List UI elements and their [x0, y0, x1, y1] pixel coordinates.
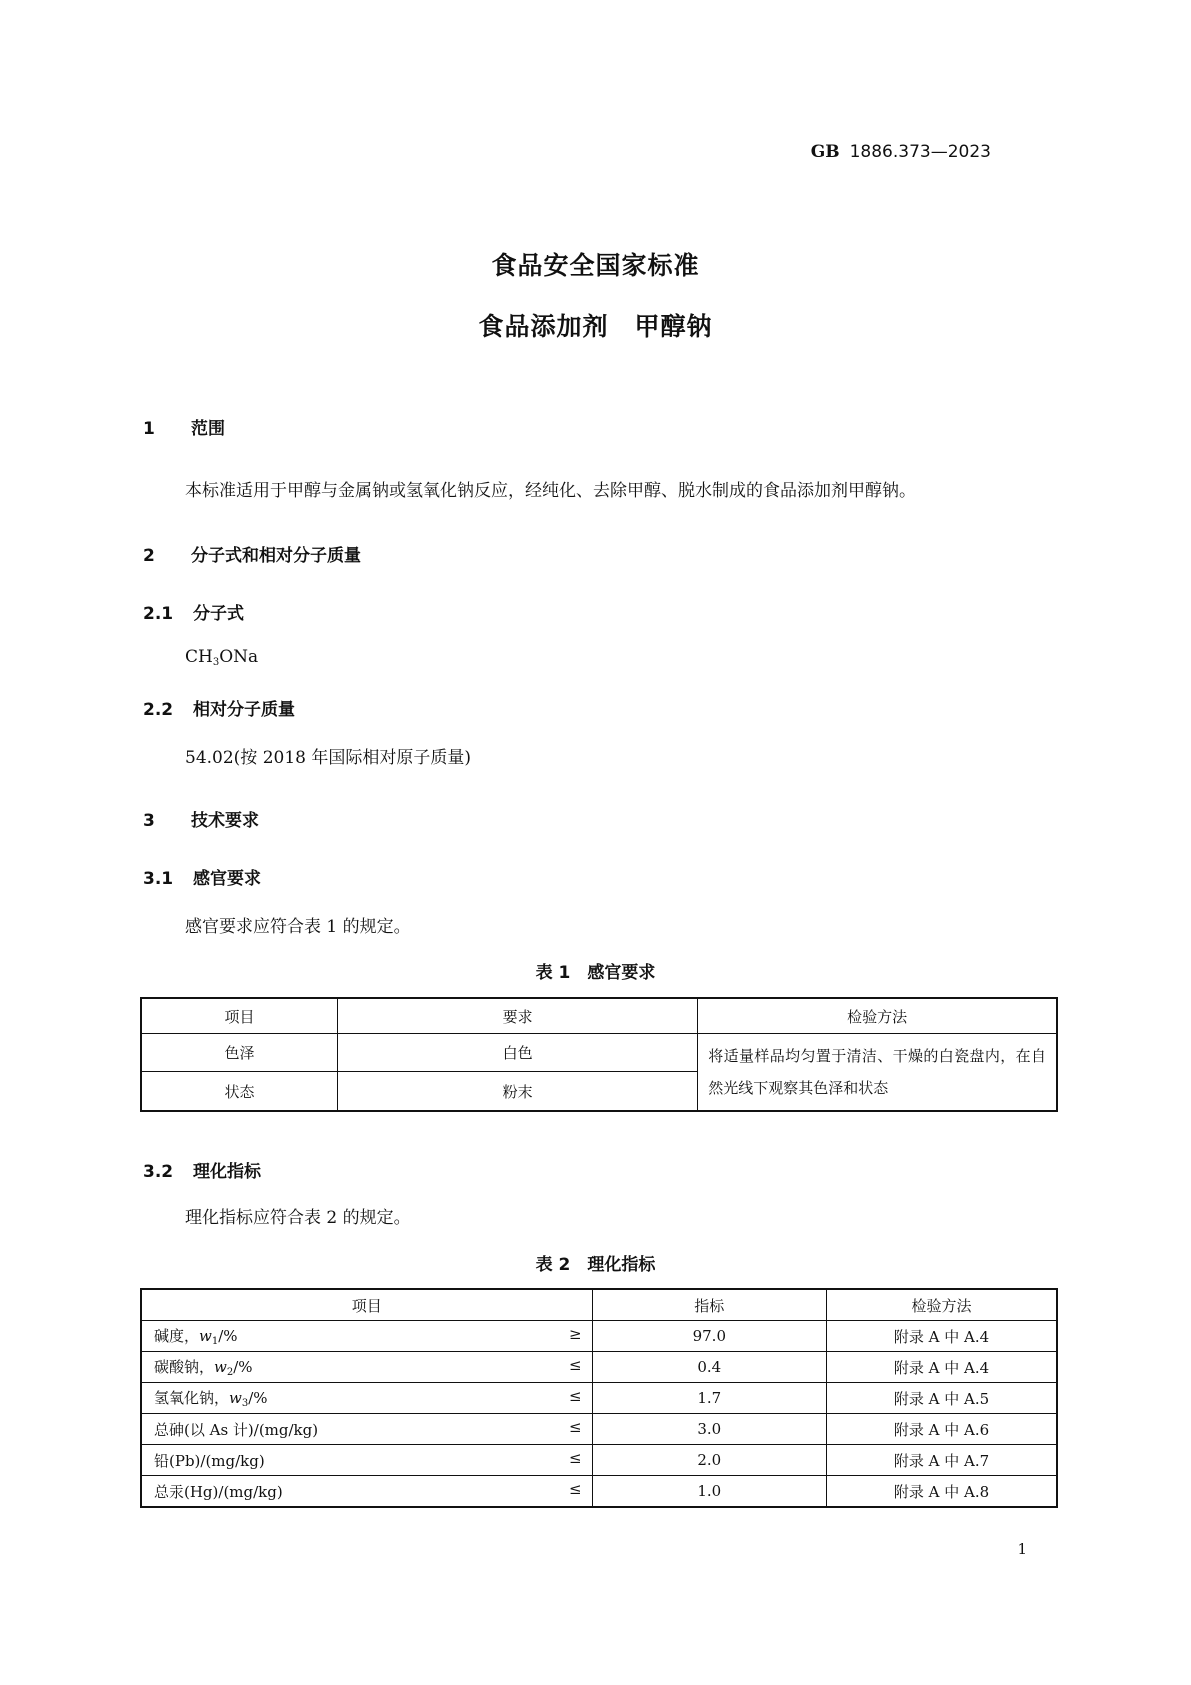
table-row: [141, 1321, 1057, 1352]
standard-number: 1886.373—2023: [849, 142, 991, 162]
table-row: [141, 1445, 1057, 1476]
section-title: 理化指标: [193, 1162, 261, 1182]
section-number: 3.1: [143, 869, 174, 889]
section-3-1-heading: [143, 864, 261, 889]
physicochemical-table: [140, 1288, 1058, 1508]
method-cell: 附录 A 中 A.5: [827, 1383, 1057, 1414]
section-2-1-heading: [143, 599, 244, 624]
sensory-intro-text: 感官要求应符合表 1 的规定。: [185, 917, 411, 937]
value-cell: 1.7: [592, 1383, 826, 1414]
comparison-operator: ≤: [569, 1449, 582, 1467]
document-title: 食品安全国家标准: [491, 251, 700, 280]
section-title: 分子式: [193, 604, 244, 624]
table-row: [141, 1352, 1057, 1383]
table-row: [141, 1034, 1057, 1072]
method-cell: 附录 A 中 A.8: [827, 1476, 1057, 1508]
value-cell: 97.0: [592, 1321, 826, 1352]
item-cell: 铅(Pb)/(mg/kg) ≤: [141, 1445, 592, 1476]
section-2-heading: [143, 541, 361, 566]
item-cell: 总汞(Hg)/(mg/kg) ≤: [141, 1476, 592, 1508]
item-cell: 色泽: [141, 1034, 338, 1072]
molecular-formula: $CH_3ONa$: [185, 647, 259, 668]
standard-prefix: GB: [810, 142, 840, 162]
column-header: 要求: [338, 998, 698, 1034]
section-title: 感官要求: [193, 869, 261, 889]
section-number: 3: [143, 811, 155, 831]
section-number: 2.1: [143, 604, 174, 624]
value-cell: 1.0: [592, 1476, 826, 1508]
value-cell: 0.4: [592, 1352, 826, 1383]
scope-text: 本标准适用于甲醇与金属钠或氢氧化钠反应，经纯化、去除甲醇、脱水制成的食品添加剂甲醇钠。: [185, 481, 916, 501]
comparison-operator: ≤: [569, 1387, 582, 1405]
item-cell: 碱度，$w_1/\%$ ≥: [141, 1321, 592, 1352]
column-header: 检验方法: [827, 1289, 1057, 1321]
section-title: 范围: [191, 419, 225, 439]
comparison-operator: ≤: [569, 1356, 582, 1374]
table-header-row: [141, 998, 1057, 1034]
column-header: 项目: [141, 1289, 592, 1321]
item-cell: 状态: [141, 1072, 338, 1111]
section-number: 3.2: [143, 1162, 174, 1182]
table-row: [141, 1476, 1057, 1508]
comparison-operator: ≤: [569, 1480, 582, 1498]
standard-code: [811, 142, 991, 162]
molecular-mass-text: 54.02(按 2018 年国际相对原子质量): [185, 748, 472, 768]
method-cell: 附录 A 中 A.7: [827, 1445, 1057, 1476]
sensory-requirements-table: [140, 997, 1058, 1112]
section-number: 2.2: [143, 700, 174, 720]
section-title: 技术要求: [191, 811, 259, 831]
item-cell: 碳酸钠，$w_2/\%$ ≤: [141, 1352, 592, 1383]
section-3-2-heading: [143, 1157, 261, 1182]
requirement-cell: 粉末: [338, 1072, 698, 1111]
comparison-operator: ≤: [569, 1418, 582, 1436]
table-header-row: [141, 1289, 1057, 1321]
physchem-intro-text: 理化指标应符合表 2 的规定。: [185, 1208, 411, 1228]
document-subtitle: 食品添加剂 甲醇钠: [478, 312, 713, 341]
page-number: 1: [1017, 1540, 1027, 1558]
method-cell: 附录 A 中 A.6: [827, 1414, 1057, 1445]
table-row: [141, 1414, 1057, 1445]
column-header: 项目: [141, 998, 338, 1034]
table-row: [141, 1383, 1057, 1414]
section-1-heading: [143, 414, 225, 439]
section-title: 分子式和相对分子质量: [191, 546, 361, 566]
item-cell: 总砷(以 As 计)/(mg/kg) ≤: [141, 1414, 592, 1445]
table-1-caption: 表 1 感官要求: [535, 963, 656, 983]
column-header: 指标: [592, 1289, 826, 1321]
method-cell: 将适量样品均匀置于清洁、干燥的白瓷盘内，在自然光线下观察其色泽和状态: [698, 1034, 1057, 1112]
item-cell: 氢氧化钠，$w_3/\%$ ≤: [141, 1383, 592, 1414]
comparison-operator: ≥: [569, 1325, 582, 1343]
section-3-heading: [143, 806, 259, 831]
section-number: 2: [143, 546, 155, 566]
value-cell: 2.0: [592, 1445, 826, 1476]
section-number: 1: [143, 419, 155, 439]
value-cell: 3.0: [592, 1414, 826, 1445]
table-2-caption: 表 2 理化指标: [535, 1255, 656, 1275]
section-2-2-heading: [143, 695, 295, 720]
method-cell: 附录 A 中 A.4: [827, 1321, 1057, 1352]
method-cell: 附录 A 中 A.4: [827, 1352, 1057, 1383]
section-title: 相对分子质量: [193, 700, 295, 720]
column-header: 检验方法: [698, 998, 1057, 1034]
requirement-cell: 白色: [338, 1034, 698, 1072]
